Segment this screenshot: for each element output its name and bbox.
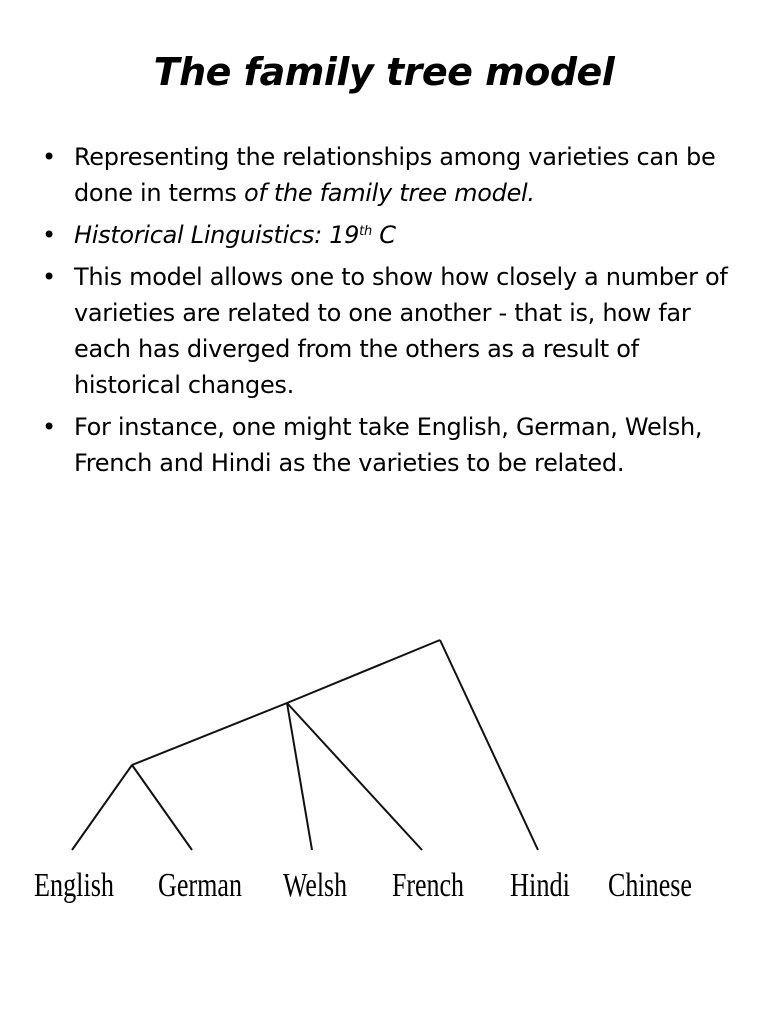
- bullet-marker: •: [42, 143, 56, 171]
- branch-node-to-germanic: [132, 703, 287, 765]
- bullet-text: This model allows one to show how closely a number of varieties are related to one another - that is, how far each has diverged from the others as a result of historical changes.: [74, 263, 728, 399]
- tree-branches: [72, 640, 538, 850]
- bullet-list: [40, 139, 730, 487]
- branch-germanic-to-english: [72, 765, 132, 850]
- bullet-text-italic-tail: C: [371, 221, 396, 249]
- bullet-text: For instance, one might take English, German, Welsh, French and Hindi as the varieties to be related.: [74, 413, 703, 477]
- bullet-text: Representing the relationships among varieties can be done in terms: [74, 143, 716, 207]
- tree-labels: [34, 867, 692, 904]
- bullet-marker: •: [42, 263, 56, 291]
- bullet-text-italic: Historical Linguistics: 19: [74, 221, 360, 249]
- language-label-welsh: Welsh: [283, 867, 347, 904]
- branch-root-to-celto-germanic-romance: [287, 640, 440, 703]
- language-label-chinese: Chinese: [608, 867, 692, 904]
- superscript: th: [359, 224, 372, 239]
- bullet-item-3: [40, 259, 730, 403]
- bullet-text-italic: of the family tree model.: [243, 179, 535, 207]
- bullet-item-2: [40, 217, 730, 253]
- language-label-hindi: Hindi: [510, 867, 570, 904]
- language-label-french: French: [392, 867, 464, 904]
- language-label-german: German: [158, 867, 242, 904]
- branch-germanic-to-german: [132, 765, 192, 850]
- family-tree-diagram: [0, 600, 768, 930]
- bullet-item-4: [40, 409, 730, 481]
- bullet-marker: •: [42, 221, 56, 249]
- branch-root-to-hindi: [440, 640, 538, 850]
- slide-title: The family tree model: [153, 50, 615, 94]
- bullet-item-1: [40, 139, 730, 211]
- language-label-english: English: [34, 867, 114, 904]
- bullet-marker: •: [42, 413, 56, 441]
